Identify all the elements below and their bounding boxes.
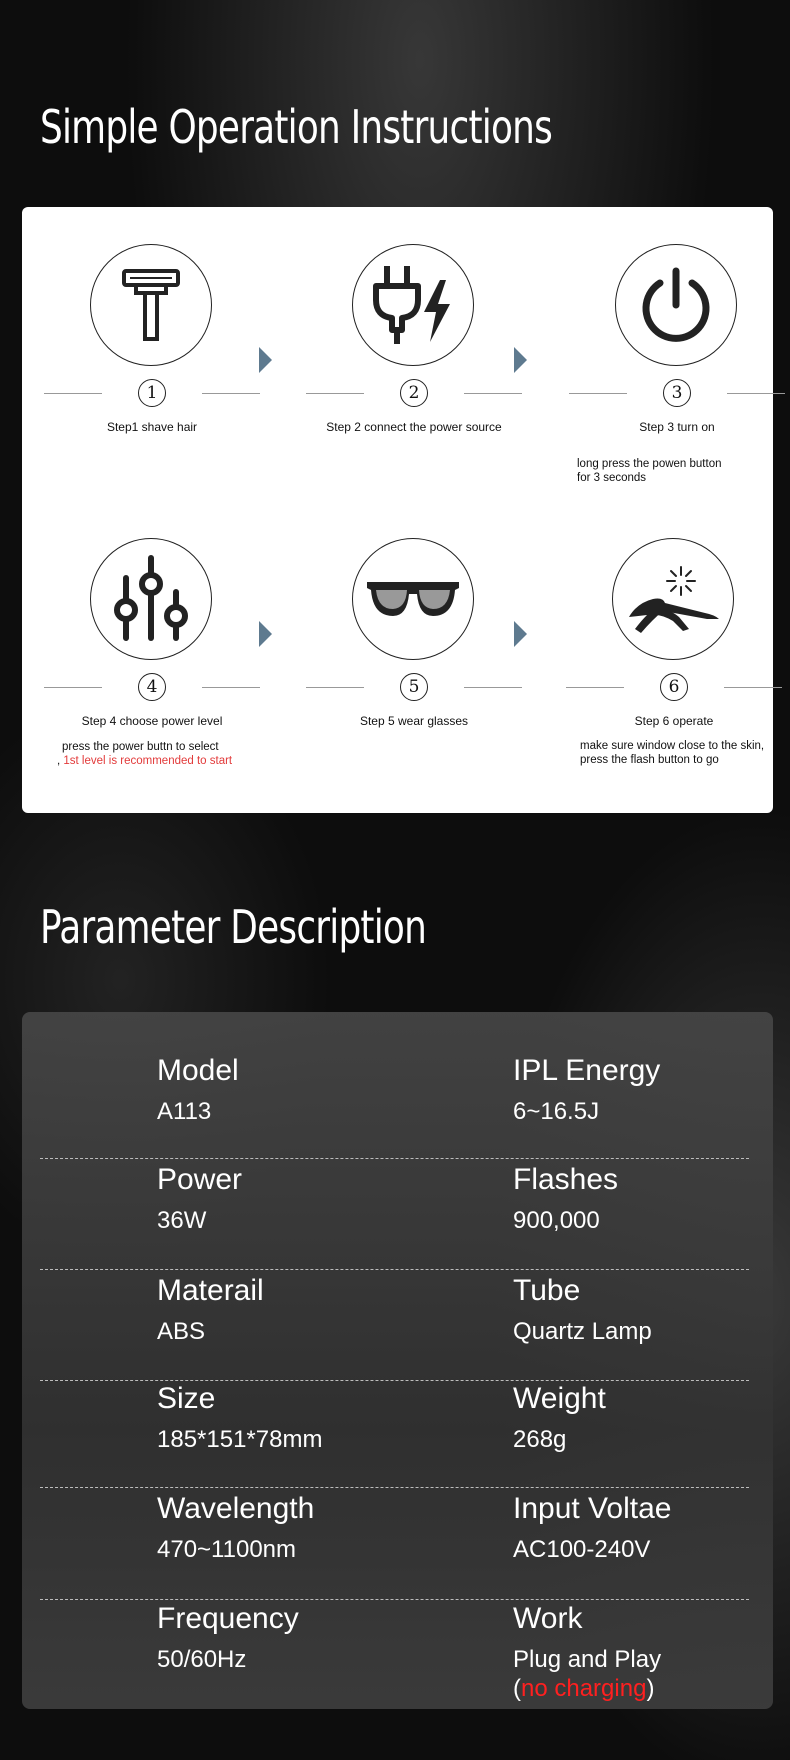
section-title-operation: Simple Operation Instructions [40, 100, 552, 154]
parameter-name: IPL Energy [513, 1054, 661, 1087]
parameter-name: Input Voltae [513, 1492, 672, 1525]
step-4-icon-circle [90, 538, 212, 660]
parameter-name: Size [157, 1382, 216, 1415]
arrow-right-icon [514, 347, 527, 373]
step-note-line: for 3 seconds [577, 472, 647, 484]
arrow-right-icon [514, 621, 527, 647]
parameter-name: Work [513, 1602, 583, 1635]
step-label: Step 4 choose power level [81, 714, 223, 728]
step-note-line: long press the powen button [577, 458, 722, 470]
parameter-card [22, 1012, 773, 1709]
parameter-row [40, 1492, 749, 1600]
parameter-row [40, 1274, 749, 1381]
step-3-icon-circle [615, 244, 737, 366]
step-number: 5 [400, 673, 428, 701]
arrow-right-icon [259, 347, 272, 373]
parameter-name: Flashes [513, 1163, 619, 1196]
legs-flash-icon [623, 559, 723, 639]
step-number: 2 [400, 379, 428, 407]
step-2-icon-circle [352, 244, 474, 366]
step-note-line-red: , 1st level is recommended to start [57, 755, 233, 767]
parameter-name: Weight [513, 1382, 606, 1415]
step-note [577, 457, 722, 485]
step-6-number-row [564, 672, 784, 702]
parameter-value: 6~16.5J [513, 1098, 600, 1125]
parameter-row [40, 1163, 749, 1270]
step-label: Step 2 connect the power source [326, 420, 502, 434]
step-number: 3 [663, 379, 691, 407]
parameter-value: 470~1100nm [157, 1536, 297, 1563]
parameter-name: Model [157, 1054, 239, 1087]
parameter-value: Quartz Lamp [513, 1318, 652, 1345]
step-5-icon-circle [352, 538, 474, 660]
step-6-icon-circle [612, 538, 734, 660]
no-charging-note: no charging [521, 1675, 647, 1702]
parameter-value: AC100-240V [513, 1536, 651, 1563]
parameter-name: Materail [157, 1274, 264, 1307]
parameter-name: Wavelength [157, 1492, 315, 1525]
parameter-value: Plug and Play [513, 1646, 662, 1673]
step-1-number-row [42, 378, 262, 408]
parameter-subnote: (no charging) [513, 1675, 655, 1702]
parameter-row [40, 1602, 749, 1707]
parameter-row [40, 1054, 749, 1159]
step-4-number-row [42, 672, 262, 702]
parameter-value: A113 [157, 1098, 212, 1125]
parameter-value: 185*151*78mm [157, 1426, 323, 1453]
arrow-right-icon [259, 621, 272, 647]
power-plug-icon [368, 260, 458, 350]
step-note [580, 739, 764, 767]
step-note-line: make sure window close to the skin, [580, 740, 765, 752]
glasses-icon [363, 574, 463, 624]
step-note-line: press the power buttn to select [62, 741, 219, 753]
parameter-name: Tube [513, 1274, 581, 1307]
parameter-value: 900,000 [513, 1207, 600, 1234]
parameter-value: 268g [513, 1426, 567, 1453]
step-note [57, 740, 233, 768]
parameter-value: 50/60Hz [157, 1646, 247, 1673]
sliders-icon [106, 554, 196, 644]
step-label: Step 3 turn on [639, 420, 715, 434]
parameter-name: Frequency [157, 1602, 299, 1635]
step-3-number-row [567, 378, 787, 408]
step-note-line: press the flash button to go [580, 754, 719, 766]
step-number: 4 [138, 673, 166, 701]
razor-icon [116, 265, 186, 345]
step-1-icon-circle [90, 244, 212, 366]
parameter-value: 36W [157, 1207, 207, 1234]
parameter-name: Power [157, 1163, 243, 1196]
step-5-number-row [304, 672, 524, 702]
step-number: 6 [660, 673, 688, 701]
step-number: 1 [138, 379, 166, 407]
section-title-parameters: Parameter Description [40, 900, 427, 954]
step-2-number-row [304, 378, 524, 408]
step-label: Step 6 operate [634, 714, 714, 728]
parameter-row [40, 1382, 749, 1488]
power-button-icon [636, 265, 716, 345]
step-label: Step1 shave hair [106, 420, 198, 434]
step-label: Step 5 wear glasses [359, 714, 469, 728]
instructions-card [22, 207, 773, 813]
parameter-value: ABS [157, 1318, 206, 1345]
